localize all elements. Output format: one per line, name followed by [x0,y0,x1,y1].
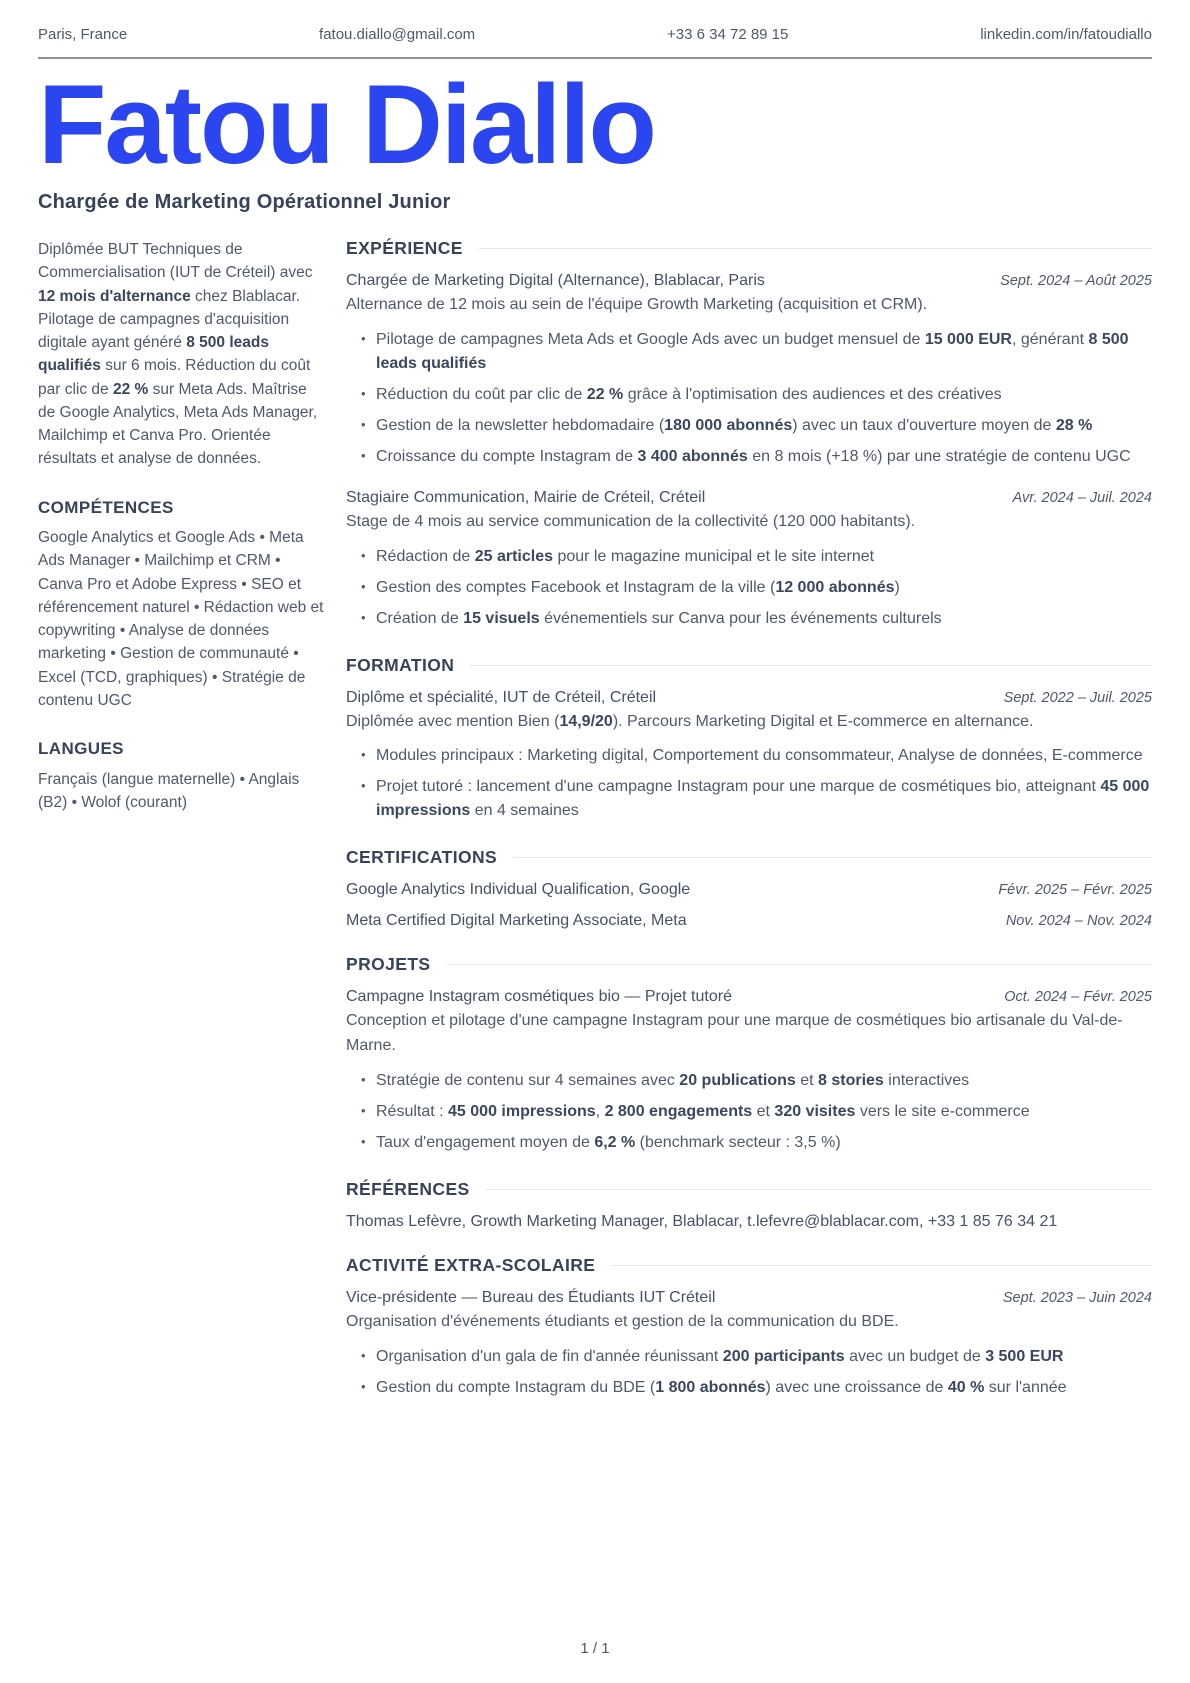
item-date: Oct. 2024 – Févr. 2025 [1004,989,1152,1006]
section-header [346,238,1152,259]
competences-text: Google Analytics et Google Ads • Meta Ads Manager • Mailchimp et CRM • Canva Pro et Adobe Express • SEO et référencement naturel • Rédaction web et copywriting • Analyse de données marketing • Gestion de communauté • Excel (TCD, graphiques) • Stratégie de contenu UGC [38,529,324,709]
section-formation [346,655,1152,824]
bullet-item: • Stratégie de contenu sur 4 semaines avec 20 publications et 8 stories interactives [376,1069,1152,1093]
item-heading: Vice-présidente — Bureau des Étudiants IUT Créteil [346,1288,716,1306]
langues-text: Français (langue maternelle) • Anglais (B2) • Wolof (courant) [38,770,300,811]
item-header-row [346,912,1152,930]
contact-bar [38,26,1152,43]
section-divider [470,665,1152,666]
candidate-name: Fatou Diallo [38,62,655,187]
bullet-item: • Gestion de la newsletter hebdomadaire (180 000 abonnés) avec un taux d'ouverture moyen de 28 % [376,414,1152,438]
certification-item [346,912,1152,930]
bullet-item: • Résultat : 45 000 impressions, 2 800 engagements et 320 visites vers le site e-commerce [376,1100,1152,1124]
bullet-list [346,328,1152,469]
section-header [346,847,1152,868]
right-column [346,238,1152,1420]
item-header-row [346,689,1152,707]
extra-scolaire-item [346,1289,1152,1400]
footer-page-number: 1 / 1 [580,1640,610,1657]
item-summary: Organisation d'événements étudiants et gestion de la communication du BDE. [346,1312,899,1330]
section-experience [346,238,1152,631]
item-date: Sept. 2022 – Juil. 2025 [1003,689,1152,706]
bullet-list [346,1345,1152,1400]
bullet-item: • Modules principaux : Marketing digital, Comportement du consommateur, Analyse de données, E-commerce [376,744,1152,768]
section-header [346,1255,1152,1276]
bullet-item: • Organisation d'un gala de fin d'année réunissant 200 participants avec un budget de 3 500 EUR [376,1345,1152,1369]
item-date: Avr. 2024 – Juil. 2024 [1012,489,1152,506]
contact-phone: +33 6 34 72 89 15 [667,26,789,43]
contact-email: fatou.diallo@gmail.com [319,26,476,43]
section-title: RÉFÉRENCES [346,1178,470,1199]
formation-item [346,689,1152,824]
bullet-list [346,1069,1152,1155]
reference-item [346,1213,1152,1231]
bullet-item: • Gestion du compte Instagram du BDE (1 800 abonnés) avec une croissance de 40 % sur l'année [376,1376,1152,1400]
experience-item [346,489,1152,631]
section-divider [513,857,1152,858]
section-title: CERTIFICATIONS [346,847,498,868]
item-header-row [346,489,1152,507]
bullet-item: • Réduction du coût par clic de 22 % grâce à l'optimisation des audiences et des créatives [376,383,1152,407]
item-summary: Diplômée avec mention Bien (14,9/20). Parcours Marketing Digital et E-commerce en alternance. [346,712,1034,730]
candidate-job-title: Chargée de Marketing Opérationnel Junior [38,191,451,213]
summary-text: Diplômée BUT Techniques de Commercialisation (IUT de Créteil) avec 12 mois d'alternance chez Blablacar. Pilotage de campagnes d'acquisition digitale ayant généré 8 500 leads qualifiés sur 6 mois. Réduction du coût par clic de 22 % sur Meta Ads. Maîtrise de Google Analytics, Meta Ads Manager, Mailchimp et Canva Pro. Orientée résultats et analyse de données. [38,241,318,468]
projet-item [346,988,1152,1155]
section-title: FORMATION [346,654,455,675]
section-title: EXPÉRIENCE [346,238,463,258]
bullet-item: • Croissance du compte Instagram de 3 400 abonnés en 8 mois (+18 %) par une stratégie de contenu UGC [376,445,1152,469]
section-title: ACTIVITÉ EXTRA-SCOLAIRE [346,1254,596,1275]
bullet-list [346,744,1152,823]
item-date: Sept. 2024 – Août 2025 [1000,273,1152,289]
section-references [346,1179,1152,1231]
section-certifications [346,847,1152,930]
certification-item [346,881,1152,899]
item-heading: Diplôme et spécialité, IUT de Créteil, Créteil [346,688,657,706]
item-heading: Chargée de Marketing Digital (Alternance), Blablacar, Paris [346,272,765,289]
section-divider [486,1189,1152,1190]
item-summary: Alternance de 12 mois au sein de l'équipe Growth Marketing (acquisition et CRM). [346,296,928,313]
item-header-row [346,988,1152,1006]
item-date: Nov. 2024 – Nov. 2024 [1005,913,1152,930]
section-header [346,954,1152,975]
item-header-row [346,881,1152,899]
section-divider [479,248,1152,249]
bullet-item: • Rédaction de 25 articles pour le magazine municipal et le site internet [376,545,1152,569]
contact-linkedin: linkedin.com/in/fatoudiallo [980,26,1152,43]
item-header-row [346,1289,1152,1307]
section-divider [611,1265,1152,1266]
item-heading: Google Analytics Individual Qualification, Google [346,881,691,899]
section-header [346,655,1152,676]
section-header [346,1179,1152,1200]
experience-item [346,272,1152,469]
contact-location: Paris, France [38,26,128,43]
competences-heading: COMPÉTENCES [38,497,174,517]
item-heading: Meta Certified Digital Marketing Associate, Meta [346,912,687,930]
left-column [38,238,326,814]
item-heading: Campagne Instagram cosmétiques bio — Projet tutoré [346,988,732,1006]
bullet-item: • Gestion des comptes Facebook et Instagram de la ville (12 000 abonnés) [376,576,1152,600]
bullet-item: • Projet tutoré : lancement d'une campagne Instagram pour une marque de cosmétiques bio, atteignant 45 000 impressions en 4 semaines [376,775,1152,823]
item-summary: Stage de 4 mois au service communication de la collectivité (120 000 habitants). [346,512,916,530]
section-divider [447,964,1153,965]
bullet-list [346,545,1152,631]
item-summary: Conception et pilotage d'une campagne Instagram pour une marque de cosmétiques bio artisanale du Val-de-Marne. [346,1012,1123,1055]
item-header-row [346,272,1152,290]
header-divider [38,57,1152,59]
item-heading: Thomas Lefèvre, Growth Marketing Manager, Blablacar, t.lefevre@blablacar.com, +33 1 85 76 34 21 [346,1212,1058,1230]
item-date: Sept. 2023 – Juin 2024 [1002,1289,1152,1306]
item-header-row [346,1213,1152,1231]
section-title: PROJETS [346,954,431,975]
item-heading: Stagiaire Communication, Mairie de Créteil, Créteil [346,488,706,506]
bullet-item: • Pilotage de campagnes Meta Ads et Google Ads avec un budget mensuel de 15 000 EUR, générant 8 500 leads qualifiés [376,328,1152,376]
bullet-item: • Création de 15 visuels événementiels sur Canva pour les événements culturels [376,607,1152,631]
item-date: Févr. 2025 – Févr. 2025 [998,882,1152,899]
langues-heading: LANGUES [38,739,124,758]
bullet-item: • Taux d'engagement moyen de 6,2 % (benchmark secteur : 3,5 %) [376,1131,1152,1155]
section-projets [346,954,1152,1155]
section-extra-scolaire [346,1255,1152,1400]
content-columns [38,238,1152,1420]
